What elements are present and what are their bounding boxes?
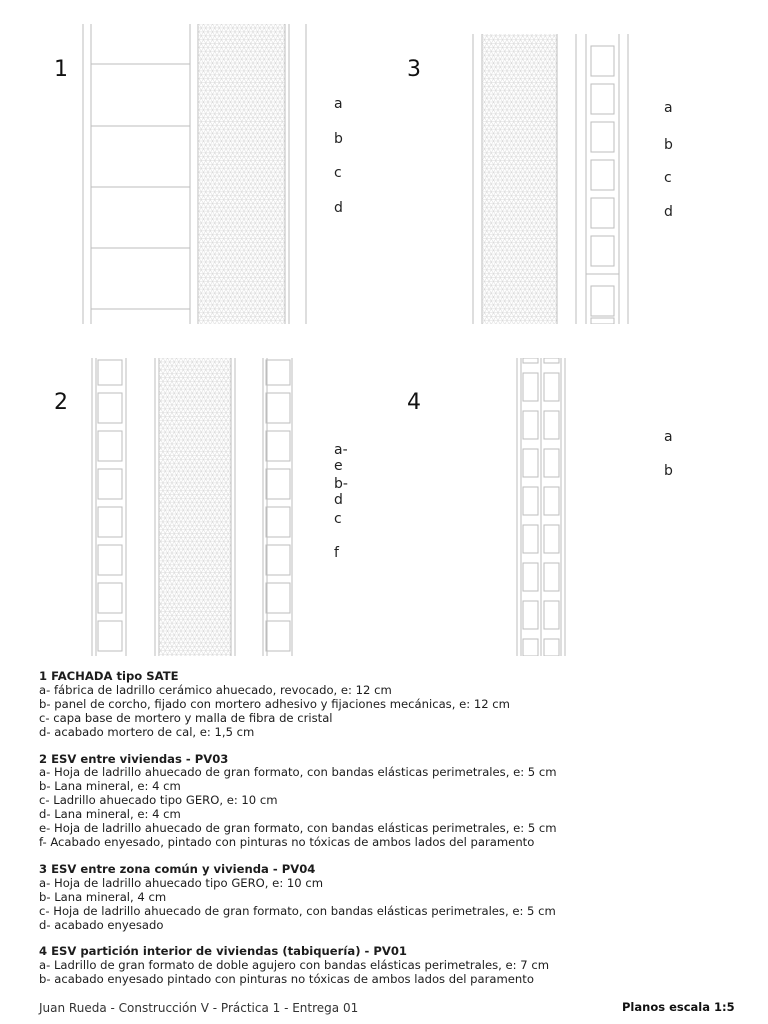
legend-item: d- Lana mineral, e: 4 cm [39,807,181,822]
layer-label: b [664,137,673,153]
layer-label: c [334,511,342,527]
panel-number: 1 [54,57,68,82]
layer-label: d [334,200,343,216]
legend-item: d- acabado mortero de cal, e: 1,5 cm [39,724,255,739]
panel-number: 4 [407,390,421,415]
layer-label: d [664,204,673,220]
legend-item: b- Lana mineral, 4 cm [39,889,167,904]
legend-item: a- Hoja de ladrillo ahuecado tipo GERO, e: 10 cm [39,875,324,890]
section-drawing-1 [37,24,343,324]
layer-label: f [334,545,339,561]
layer-label: a [334,96,343,112]
legend-section-title: 1 FACHADA tipo SATE [39,669,179,683]
layer-label: a [664,100,673,116]
detail-panel-4 [390,358,696,656]
legend [39,670,739,1000]
legend-section-title: 2 ESV entre viviendas - PV03 [39,751,229,766]
legend-item: c- Ladrillo ahuecado tipo GERO, e: 10 cm [39,793,278,808]
legend-section-title: 3 ESV entre zona común y vivienda - PV04 [39,861,316,876]
legend-section-2 [39,753,739,850]
legend-section-4 [39,945,739,987]
legend-item: f- Acabado enyesado, pintado con pinturas no tóxicas de ambos lados del paramento [39,834,535,849]
section-drawing-2 [37,358,343,656]
legend-item: c- capa base de mortero y malla de fibra de cristal [39,710,333,725]
legend-section-3 [39,863,739,933]
legend-section-title: 4 ESV partición interior de viviendas (tabiquería) - PV01 [39,944,407,959]
footer-author: Juan Rueda - Construcción V - Práctica 1 - Entrega 01 [39,1001,359,1015]
legend-item: b- Lana mineral, e: 4 cm [39,779,181,794]
legend-item: a- Hoja de ladrillo ahuecado de gran formato, con bandas elásticas perimetrales, e: 5 cm [39,765,557,780]
panel-number: 3 [407,57,421,82]
layer-label: c [334,165,342,181]
legend-item: c- Hoja de ladrillo ahuecado de gran formato, con bandas elásticas perimetrales, e: 5 cm [39,903,556,918]
layer-label: b [664,463,673,479]
layer-label: a-e [334,442,348,474]
detail-panel-1 [37,24,343,324]
legend-item: b- acabado enyesado pintado con pinturas no tóxicas de ambos lados del paramento [39,972,534,987]
legend-section-1 [39,670,739,740]
detail-panel-2 [37,358,348,656]
panel-number: 2 [54,390,68,415]
layer-label: c [664,170,672,186]
detail-panel-3 [390,24,696,324]
section-drawing-4 [390,358,696,656]
layer-label: b-d [334,476,348,508]
section-drawing-3 [390,24,696,324]
legend-item: b- panel de corcho, fijado con mortero adhesivo y fijaciones mecánicas, e: 12 cm [39,696,510,711]
legend-item: a- fábrica de ladrillo cerámico ahuecado, revocado, e: 12 cm [39,682,392,697]
legend-item: e- Hoja de ladrillo ahuecado de gran formato, con bandas elásticas perimetrales, e: 5 cm [39,821,557,836]
layer-label: a [664,429,673,445]
footer-scale: Planos escala 1:5 [622,1000,735,1014]
legend-item: a- Ladrillo de gran formato de doble agujero con bandas elásticas perimetrales, e: 7 cm [39,958,550,973]
legend-item: d- acabado enyesado [39,917,164,932]
layer-label: b [334,131,343,147]
